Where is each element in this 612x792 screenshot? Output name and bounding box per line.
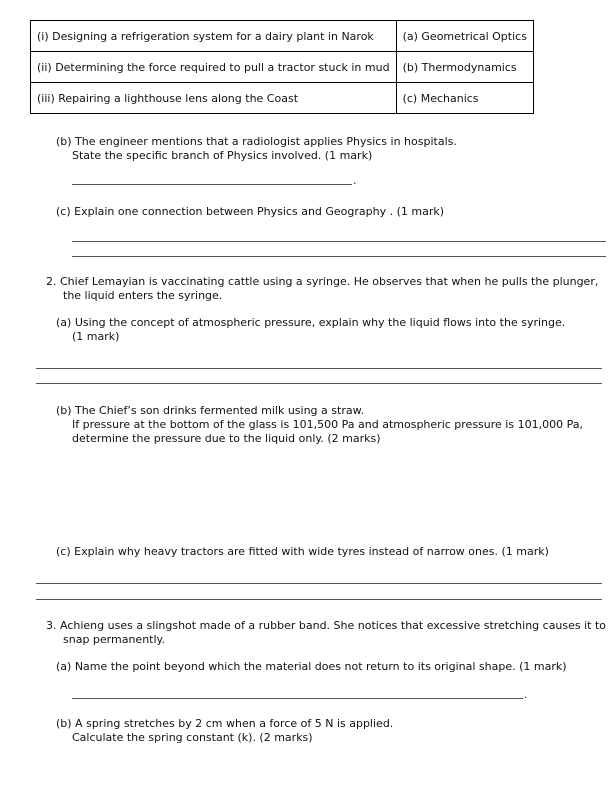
- answer-line[interactable]: [36, 368, 602, 369]
- table-row: [31, 21, 534, 52]
- answer-line[interactable]: [72, 698, 523, 699]
- answer-line[interactable]: [72, 184, 352, 185]
- question-2-stem: 2. Chief Lemayian is vaccinating cattle using a syringe. He observes that when he pulls the plunger,: [46, 275, 599, 288]
- table-cell-task: (i) Designing a refrigeration system for a dairy plant in Narok: [31, 21, 397, 52]
- answer-line[interactable]: [72, 241, 606, 242]
- table-row: [31, 52, 534, 83]
- question-3b-text-cont: Calculate the spring constant (k). (2 marks): [72, 731, 313, 744]
- question-2c-text: (c) Explain why heavy tractors are fitted with wide tyres instead of narrow ones. (1 mark): [56, 545, 549, 558]
- question-3a-text: (a) Name the point beyond which the material does not return to its original shape. (1 mark): [56, 660, 567, 673]
- table-cell-task: (ii) Determining the force required to pull a tractor stuck in mud: [31, 52, 397, 83]
- matching-table: [30, 20, 534, 114]
- answer-line[interactable]: [36, 599, 602, 600]
- table-cell-branch: (b) Thermodynamics: [396, 52, 533, 83]
- question-2-stem-cont: the liquid enters the syringe.: [63, 289, 223, 302]
- question-2b-text: (b) The Chief’s son drinks fermented milk using a straw.: [56, 404, 365, 417]
- answer-line-end: .: [524, 688, 528, 701]
- question-1c-text: (c) Explain one connection between Physics and Geography . (1 mark): [56, 205, 445, 218]
- question-2a-mark: (1 mark): [72, 330, 120, 343]
- table-row: [31, 83, 534, 114]
- answer-line[interactable]: [36, 383, 602, 384]
- answer-line-end: .: [353, 174, 357, 187]
- table-cell-task: (iii) Repairing a lighthouse lens along the Coast: [31, 83, 397, 114]
- question-3b-text: (b) A spring stretches by 2 cm when a force of 5 N is applied.: [56, 717, 394, 730]
- answer-line[interactable]: [72, 256, 606, 257]
- question-1b-text-cont: State the specific branch of Physics involved. (1 mark): [72, 149, 373, 162]
- question-3-stem-cont: snap permanently.: [63, 633, 165, 646]
- question-3-stem: 3. Achieng uses a slingshot made of a rubber band. She notices that excessive stretching causes it to: [46, 619, 607, 632]
- table-cell-branch: (a) Geometrical Optics: [396, 21, 533, 52]
- question-1b-text: (b) The engineer mentions that a radiologist applies Physics in hospitals.: [56, 135, 457, 148]
- question-2a-text: (a) Using the concept of atmospheric pressure, explain why the liquid flows into the syringe.: [56, 316, 566, 329]
- question-2b-text-cont: If pressure at the bottom of the glass is 101,500 Pa and atmospheric pressure is 101,000 Pa,: [72, 418, 583, 431]
- table-cell-branch: (c) Mechanics: [396, 83, 533, 114]
- question-2b-text-cont2: determine the pressure due to the liquid only. (2 marks): [72, 432, 381, 445]
- answer-line[interactable]: [36, 583, 602, 584]
